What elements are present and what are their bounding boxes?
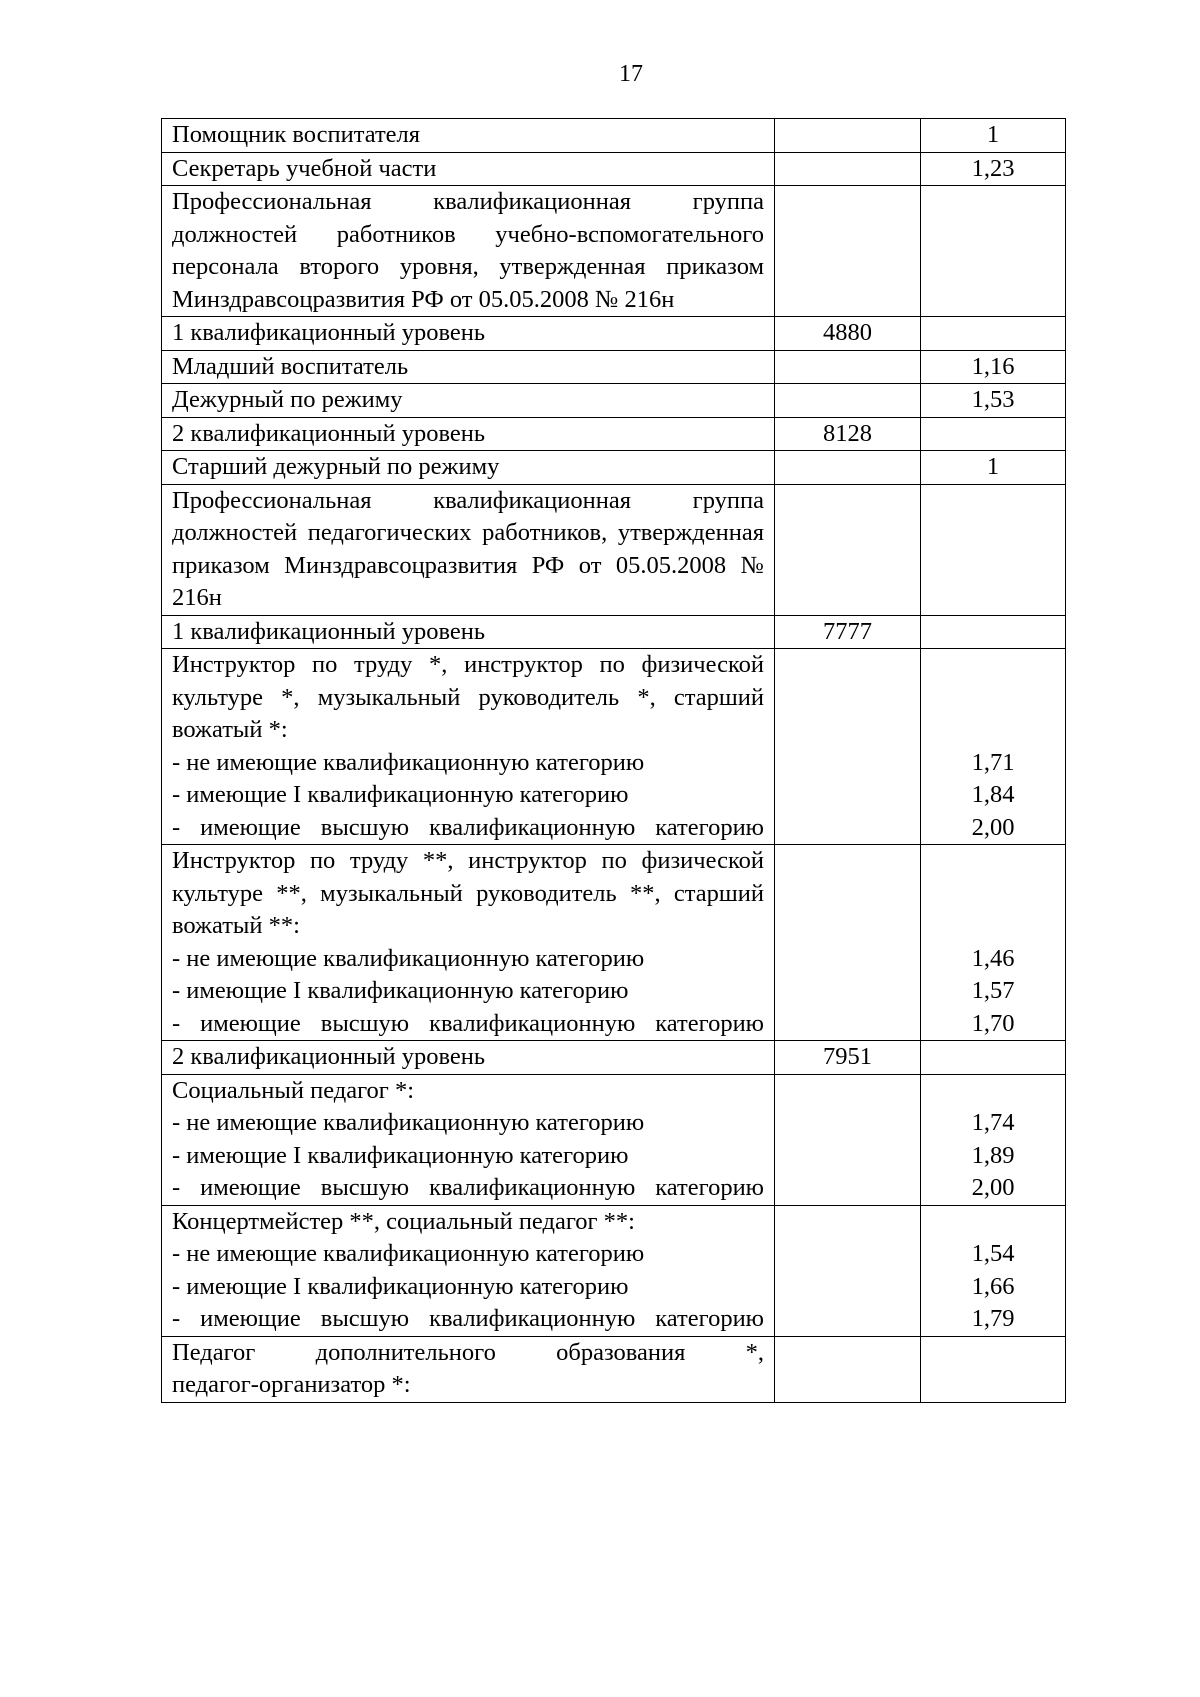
- base-salary-value: 4880: [823, 319, 872, 346]
- position-table: [161, 118, 1066, 1403]
- category-line: - имеющие высшую квалификационную категорию: [172, 1305, 764, 1332]
- coefficient-value: [931, 878, 1055, 911]
- base-salary-value: [785, 186, 910, 219]
- position-name-cell: [162, 649, 775, 845]
- table-row: [162, 384, 1066, 418]
- base-salary-cell: [775, 417, 921, 451]
- base-salary-value: [785, 1337, 910, 1370]
- table-row: [162, 317, 1066, 351]
- base-salary-value: [785, 451, 910, 484]
- position-name-cell: [162, 186, 775, 317]
- category-line: - не имеющие квалификационную категорию: [172, 944, 645, 972]
- base-salary-cell: [775, 152, 921, 186]
- category-line: - имеющие I квалификационную категорию: [172, 1141, 629, 1169]
- table-row: [162, 845, 1066, 1041]
- position-name-cell: [162, 1074, 775, 1205]
- position-title: Дежурный по режиму: [172, 386, 403, 413]
- position-title: 2 квалификационный уровень: [172, 1043, 486, 1070]
- position-name-cell: [162, 1041, 775, 1075]
- position-name-cell: [162, 317, 775, 351]
- coefficient-value: 1,54: [971, 1240, 1015, 1267]
- coefficient-value: 1,16: [971, 352, 1015, 380]
- position-name-cell: [162, 350, 775, 384]
- table-row: [162, 484, 1066, 615]
- position-title: 2 квалификационный уровень: [172, 419, 486, 447]
- base-salary-value: [785, 384, 910, 417]
- table-row: [162, 1336, 1066, 1402]
- position-title: 1 квалификационный уровень: [172, 319, 486, 346]
- position-title: Профессиональная квалификационная группа должностей работников учебно-вспомогательного персонала второго уровня, утвержденная приказом Минздравсоцразвития РФ от 05.05.2008 № 216н: [172, 188, 764, 313]
- coefficient-cell: [921, 1336, 1066, 1402]
- position-title: Старший дежурный по режиму: [172, 453, 500, 480]
- coefficient-value: [931, 1075, 1055, 1108]
- base-salary-cell: [775, 119, 921, 153]
- table-row: [162, 186, 1066, 317]
- coefficient-value: [931, 682, 1055, 715]
- base-salary-value: [785, 1206, 910, 1239]
- coefficient-value: 2,00: [971, 1174, 1015, 1201]
- table-body: [162, 119, 1066, 1403]
- table-row: [162, 350, 1066, 384]
- position-title: Концертмейстер **, социальный педагог **:: [172, 1207, 635, 1235]
- base-salary-cell: [775, 186, 921, 317]
- coefficient-value: 1,53: [971, 386, 1015, 413]
- base-salary-cell: [775, 1336, 921, 1402]
- base-salary-cell: [775, 845, 921, 1041]
- category-line: - имеющие высшую квалификационную категорию: [172, 1009, 764, 1037]
- base-salary-value: [785, 649, 910, 682]
- position-title: Инструктор по труду **, инструктор по физической культуре **, музыкальный руководитель **, старший вожатый **:: [172, 847, 764, 939]
- base-salary-value: 7951: [823, 1043, 872, 1070]
- coefficient-cell: [921, 1074, 1066, 1205]
- position-title: 1 квалификационный уровень: [172, 617, 486, 645]
- coefficient-value: 1,74: [971, 1109, 1015, 1136]
- base-salary-value: 8128: [823, 419, 872, 447]
- coefficient-cell: [921, 1205, 1066, 1336]
- base-salary-value: 7777: [823, 617, 872, 645]
- coefficient-value: 1,70: [971, 1009, 1015, 1037]
- coefficient-value: 1,23: [971, 154, 1015, 182]
- position-title: Профессиональная квалификационная группа должностей педагогических работников, утвержденная приказом Минздравсоцразвития РФ от 05.05.2008 № 216н: [172, 486, 764, 611]
- table-row: [162, 152, 1066, 186]
- base-salary-cell: [775, 317, 921, 351]
- coefficient-cell: [921, 119, 1066, 153]
- table-row: [162, 615, 1066, 649]
- coefficient-value: [931, 714, 1055, 747]
- coefficient-value: [931, 910, 1055, 943]
- base-salary-value: [785, 845, 910, 878]
- position-title: Секретарь учебной части: [172, 154, 437, 182]
- base-salary-cell: [775, 1074, 921, 1205]
- coefficient-cell: [921, 1041, 1066, 1075]
- coefficient-cell: [921, 845, 1066, 1041]
- coefficient-value: [931, 845, 1055, 878]
- coefficient-value: 1,89: [971, 1141, 1015, 1169]
- coefficient-value: 1,46: [971, 944, 1015, 972]
- table-row: [162, 417, 1066, 451]
- table-row: [162, 119, 1066, 153]
- base-salary-value: [785, 485, 910, 518]
- page-number: 17: [619, 61, 643, 87]
- position-name-cell: [162, 417, 775, 451]
- position-name-cell: [162, 384, 775, 418]
- coefficient-cell: [921, 384, 1066, 418]
- coefficient-value: 1,66: [971, 1272, 1015, 1300]
- position-name-cell: [162, 615, 775, 649]
- base-salary-value: [785, 119, 910, 152]
- coefficient-cell: [921, 484, 1066, 615]
- coefficient-cell: [921, 615, 1066, 649]
- position-title: Педагог дополнительного образования *, педагог-организатор *:: [172, 1338, 764, 1398]
- coefficient-cell: [921, 317, 1066, 351]
- coefficient-cell: [921, 350, 1066, 384]
- coefficient-value: 1,84: [971, 781, 1015, 808]
- position-title: Помощник воспитателя: [172, 121, 421, 148]
- category-line: - имеющие I квалификационную категорию: [172, 977, 629, 1004]
- position-name-cell: [162, 152, 775, 186]
- position-name-cell: [162, 484, 775, 615]
- position-name-cell: [162, 845, 775, 1041]
- coefficient-cell: [921, 152, 1066, 186]
- base-salary-cell: [775, 451, 921, 485]
- base-salary-cell: [775, 615, 921, 649]
- category-line: - не имеющие квалификационную категорию: [172, 748, 645, 776]
- coefficient-cell: [921, 451, 1066, 485]
- coefficient-value: [931, 1206, 1055, 1239]
- coefficient-value: 1,57: [971, 977, 1015, 1004]
- base-salary-cell: [775, 484, 921, 615]
- position-name-cell: [162, 451, 775, 485]
- category-line: - не имеющие квалификационную категорию: [172, 1240, 645, 1267]
- table-row: [162, 649, 1066, 845]
- table-row: [162, 451, 1066, 485]
- coefficient-value: 2,00: [971, 813, 1015, 841]
- base-salary-cell: [775, 1205, 921, 1336]
- category-line: - имеющие I квалификационную категорию: [172, 781, 629, 808]
- coefficient-cell: [921, 649, 1066, 845]
- base-salary-cell: [775, 1041, 921, 1075]
- base-salary-value: [785, 153, 910, 186]
- position-title: Младший воспитатель: [172, 352, 409, 380]
- coefficient-cell: [921, 186, 1066, 317]
- table-row: [162, 1041, 1066, 1075]
- position-name-cell: [162, 1336, 775, 1402]
- coefficient-value: 1: [986, 121, 1000, 148]
- position-title: Инструктор по труду *, инструктор по физической культуре *, музыкальный руководитель *, старший вожатый *:: [172, 651, 764, 743]
- position-name-cell: [162, 119, 775, 153]
- coefficient-value: 1,71: [971, 748, 1015, 776]
- position-title: Социальный педагог *:: [172, 1076, 415, 1104]
- category-line: - не имеющие квалификационную категорию: [172, 1109, 645, 1136]
- coefficient-value: 1: [986, 453, 1000, 480]
- category-line: - имеющие I квалификационную категорию: [172, 1272, 629, 1300]
- base-salary-cell: [775, 384, 921, 418]
- table-row: [162, 1074, 1066, 1205]
- position-name-cell: [162, 1205, 775, 1336]
- category-line: - имеющие высшую квалификационную категорию: [172, 813, 764, 841]
- base-salary-value: [785, 351, 910, 384]
- base-salary-cell: [775, 350, 921, 384]
- coefficient-value: [931, 649, 1055, 682]
- base-salary-cell: [775, 649, 921, 845]
- coefficient-cell: [921, 417, 1066, 451]
- coefficient-value: 1,79: [971, 1305, 1015, 1332]
- table-row: [162, 1205, 1066, 1336]
- base-salary-value: [785, 1075, 910, 1108]
- category-line: - имеющие высшую квалификационную категорию: [172, 1174, 764, 1201]
